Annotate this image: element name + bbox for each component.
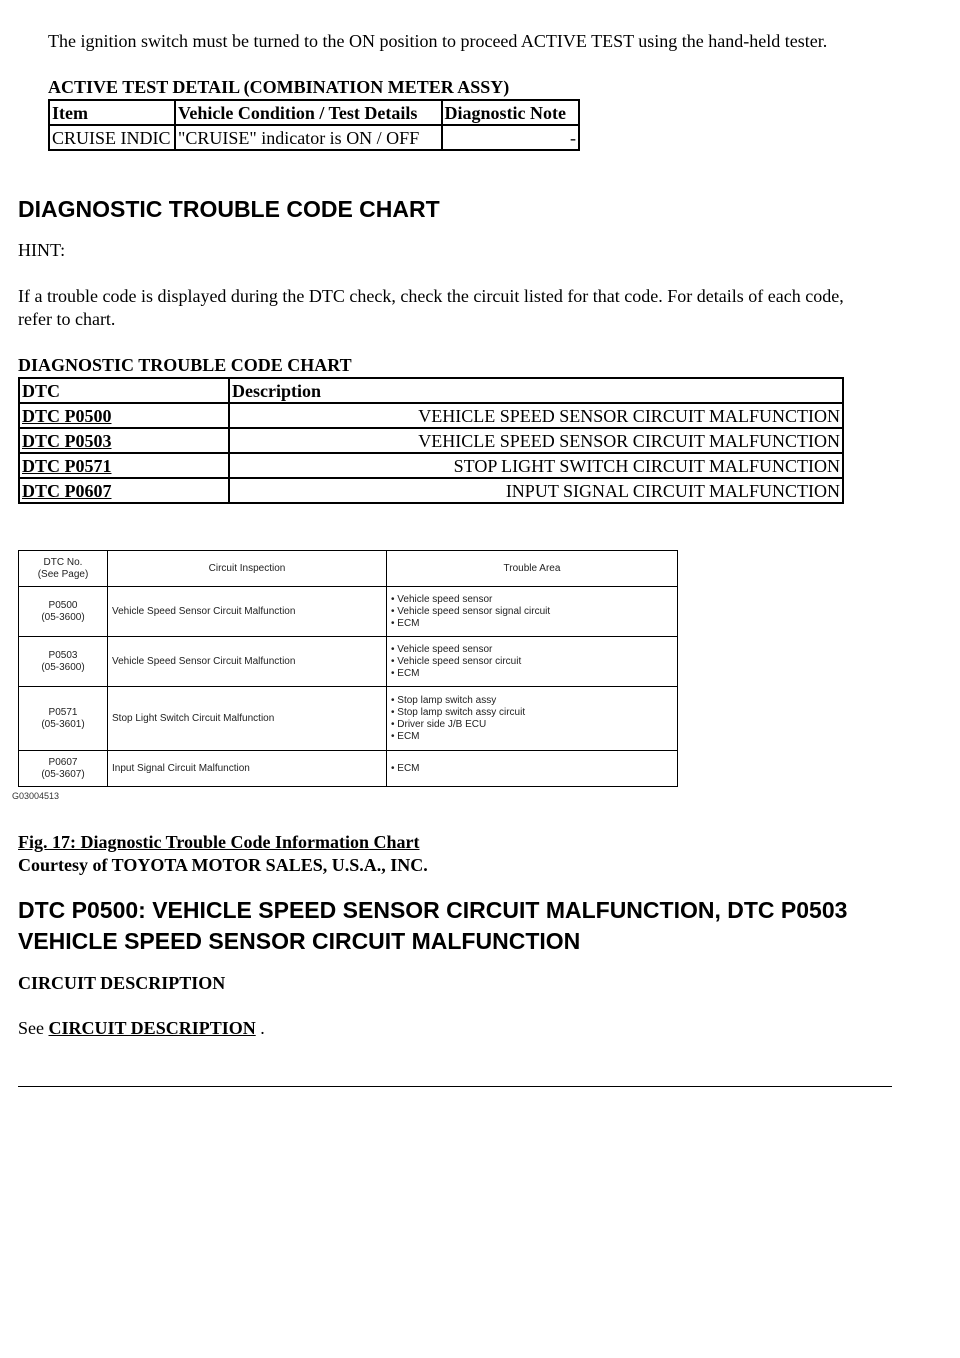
table-row <box>19 587 678 637</box>
table-row <box>19 637 678 687</box>
dtc-description: VEHICLE SPEED SENSOR CIRCUIT MALFUNCTION <box>229 428 843 453</box>
table-row <box>19 428 843 453</box>
circuit-description-heading: CIRCUIT DESCRIPTION <box>18 973 226 993</box>
see-line <box>18 1017 948 1040</box>
see-prefix: See <box>18 1018 44 1038</box>
dtc-link-p0503[interactable]: DTC P0503 <box>22 430 112 451</box>
page-divider <box>18 1086 892 1087</box>
fig-circuit: Stop Light Switch Circuit Malfunction <box>108 687 387 751</box>
fig-trouble-area <box>387 751 678 787</box>
header-dtc: DTC <box>19 378 229 403</box>
fig-dtc-no: P0500 (05-3600) <box>19 587 108 637</box>
table-row <box>19 687 678 751</box>
dtc-description: VEHICLE SPEED SENSOR CIRCUIT MALFUNCTION <box>229 403 843 428</box>
fig-area-item: • ECM <box>391 617 420 629</box>
fig-dtc-no: P0607 (05-3607) <box>19 751 108 787</box>
dtc-description: INPUT SIGNAL CIRCUIT MALFUNCTION <box>229 478 843 503</box>
fig-area-item: • Stop lamp switch assy circuit <box>391 706 526 718</box>
fig-area-item: • ECM <box>391 667 420 679</box>
dtc-description: STOP LIGHT SWITCH CIRCUIT MALFUNCTION <box>229 453 843 478</box>
see-suffix: . <box>260 1018 265 1038</box>
active-test-table <box>48 99 580 151</box>
fig-trouble-area <box>387 587 678 637</box>
fig-dtc-no: P0571 (05-3601) <box>19 687 108 751</box>
fig-area-item: • Stop lamp switch assy <box>391 694 497 706</box>
cell-condition: "CRUISE" indicator is ON / OFF <box>175 125 442 150</box>
figure-caption-link[interactable]: Fig. 17: Diagnostic Trouble Code Information Chart <box>18 832 420 852</box>
header-item: Item <box>49 100 175 125</box>
intro-block <box>48 30 868 151</box>
dtc-section <box>18 194 948 504</box>
figure-table <box>18 550 678 787</box>
fig-circuit: Vehicle Speed Sensor Circuit Malfunction <box>108 637 387 687</box>
caption-block <box>18 831 948 1040</box>
dtc-table <box>18 377 844 504</box>
hint-label: HINT: <box>18 240 66 260</box>
figure-courtesy: Courtesy of TOYOTA MOTOR SALES, U.S.A., INC. <box>18 855 428 875</box>
dtc-link-p0500[interactable]: DTC P0500 <box>22 405 112 426</box>
p0500-heading: DTC P0500: VEHICLE SPEED SENSOR CIRCUIT MALFUNCTION, DTC P0503 VEHICLE SPEED SENSOR CIRCUIT MALFUNCTION <box>18 897 848 954</box>
fig-area-item: • Driver side J/B ECU <box>391 718 487 730</box>
fig-trouble-area <box>387 687 678 751</box>
fig-header-dtc-no: DTC No. (See Page) <box>19 551 108 587</box>
dtc-table-title: DIAGNOSTIC TROUBLE CODE CHART <box>18 355 352 375</box>
header-diagnostic-note: Diagnostic Note <box>442 100 579 125</box>
table-row <box>19 751 678 787</box>
fig-area-item: • Vehicle speed sensor <box>391 593 493 605</box>
header-vehicle-condition: Vehicle Condition / Test Details <box>175 100 442 125</box>
fig-trouble-area <box>387 637 678 687</box>
fig-area-item: • Vehicle speed sensor circuit <box>391 655 522 667</box>
fig-header-circuit: Circuit Inspection <box>108 551 387 587</box>
fig-circuit: Vehicle Speed Sensor Circuit Malfunction <box>108 587 387 637</box>
fig-area-item: • ECM <box>391 762 420 774</box>
dtc-figure <box>10 550 682 801</box>
figure-caption-line <box>18 831 948 854</box>
fig-dtc-no: P0503 (05-3600) <box>19 637 108 687</box>
dtc-link-p0607[interactable]: DTC P0607 <box>22 480 112 501</box>
fig-area-item: • Vehicle speed sensor signal circuit <box>391 605 551 617</box>
header-description: Description <box>229 378 843 403</box>
table-row <box>19 478 843 503</box>
figure-code: G03004513 <box>12 791 60 801</box>
dtc-heading: DIAGNOSTIC TROUBLE CODE CHART <box>18 196 440 222</box>
cell-note: - <box>442 125 579 150</box>
dtc-link-p0571[interactable]: DTC P0571 <box>22 455 112 476</box>
table-row <box>49 125 579 150</box>
cell-item: CRUISE INDIC <box>49 125 175 150</box>
table-row <box>19 453 843 478</box>
hint-paragraph: If a trouble code is displayed during the DTC check, check the circuit listed for that code. For details of each code, refer to chart. <box>18 286 844 329</box>
fig-circuit: Input Signal Circuit Malfunction <box>108 751 387 787</box>
fig-header-trouble-area: Trouble Area <box>387 551 678 587</box>
active-test-title: ACTIVE TEST DETAIL (COMBINATION METER ASSY) <box>48 77 510 97</box>
fig-area-item: • Vehicle speed sensor <box>391 643 493 655</box>
circuit-description-link[interactable]: CIRCUIT DESCRIPTION <box>48 1018 256 1038</box>
table-row <box>19 403 843 428</box>
fig-area-item: • ECM <box>391 730 420 742</box>
ignition-note: The ignition switch must be turned to the ON position to proceed ACTIVE TEST using the hand-held tester. <box>48 31 828 51</box>
